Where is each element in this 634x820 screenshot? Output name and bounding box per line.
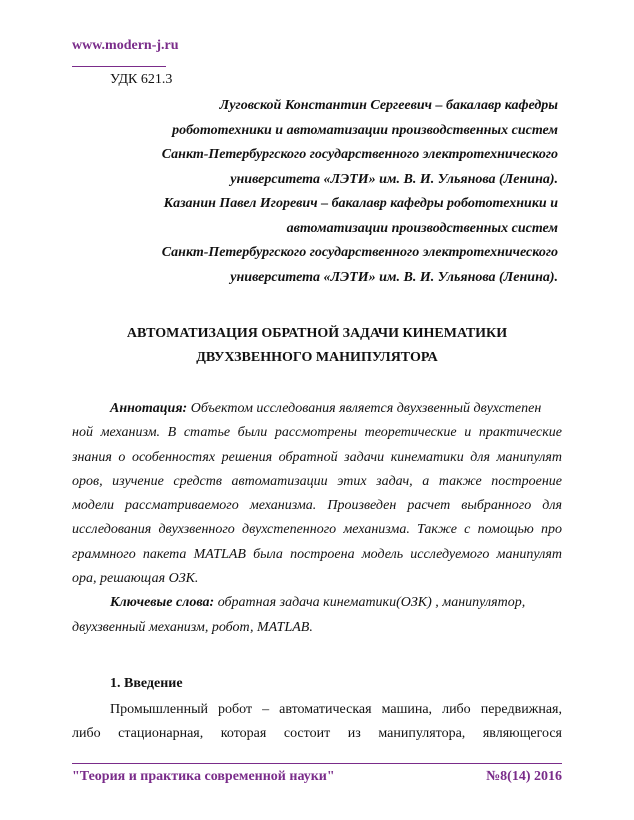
annotation-line: граммного пакета MATLAB была построена модель исследуемого манипулят [72, 546, 562, 562]
footer-divider [72, 763, 562, 764]
author-line: Казанин Павел Игоревич – бакалавр кафедры робототехники и [163, 196, 558, 211]
annotation-line: ора, решающая ОЗК. [72, 571, 199, 587]
annotation-line: оров, изучение средств автоматизации этих задач, а также построение [72, 473, 562, 489]
author-line: робототехники и автоматизации производственных систем [172, 122, 558, 138]
author-line: автоматизации производственных систем [286, 220, 558, 236]
annotation-line: ной механизм. В статье были рассмотрены теоретические и практические [72, 425, 562, 441]
annotation-text: Объектом исследования является двухзвенный двухстепен [187, 401, 542, 416]
author-line: университета «ЛЭТИ» им. В. И. Ульянова (Ленина). [230, 269, 558, 285]
author-line: Луговской Константин Сергеевич – бакалавр кафедры [219, 98, 558, 113]
udk-code: УДК 621.3 [110, 72, 173, 87]
keywords-text: обратная задача кинематики(ОЗК) , манипулятор, [214, 595, 526, 611]
header-divider [72, 66, 166, 67]
annotation-label: Аннотация: [110, 401, 188, 416]
author-line: Санкт-Петербургского государственного электротехнического [161, 245, 558, 260]
annotation-line: исследования двухзвенного двухстепенного механизма. Также с помощью про [72, 522, 562, 538]
section-heading: 1. Введение [110, 676, 183, 691]
title-line-2: ДВУХЗВЕННОГО МАНИПУЛЯТОРА [196, 350, 438, 365]
keywords-label: Ключевые слова: [110, 595, 215, 611]
intro-paragraph [72, 698, 562, 747]
annotation-line: модели рассматриваемого механизма. Произведен расчет выбранного для [72, 498, 562, 514]
site-url[interactable]: www.modern-j.ru [72, 38, 179, 53]
journal-name: "Теория и практика современной науки" [72, 769, 335, 784]
paragraph-line: Промышленный робот – автоматическая машина, либо передвижная, [110, 702, 562, 717]
title-line-1: АВТОМАТИЗАЦИЯ ОБРАТНОЙ ЗАДАЧИ КИНЕМАТИКИ [126, 326, 508, 341]
paragraph-line: либо стационарная, которая состоит из манипулятора, являющегося [72, 726, 562, 742]
author-line: университета «ЛЭТИ» им. В. И. Ульянова (Ленина). [230, 171, 558, 187]
article-title [72, 322, 562, 370]
author-line: Санкт-Петербургского государственного электротехнического [161, 147, 558, 162]
issue-number: №8(14) 2016 [486, 769, 562, 784]
author-block [100, 94, 558, 290]
annotation-line: знания о особенностях решения обратной задачи кинематики для манипулят [72, 449, 562, 465]
annotation-block [72, 397, 562, 640]
keywords-line [72, 591, 562, 615]
annotation-line [72, 397, 562, 421]
keywords-line: двухзвенный механизм, робот, MATLAB. [72, 619, 313, 635]
